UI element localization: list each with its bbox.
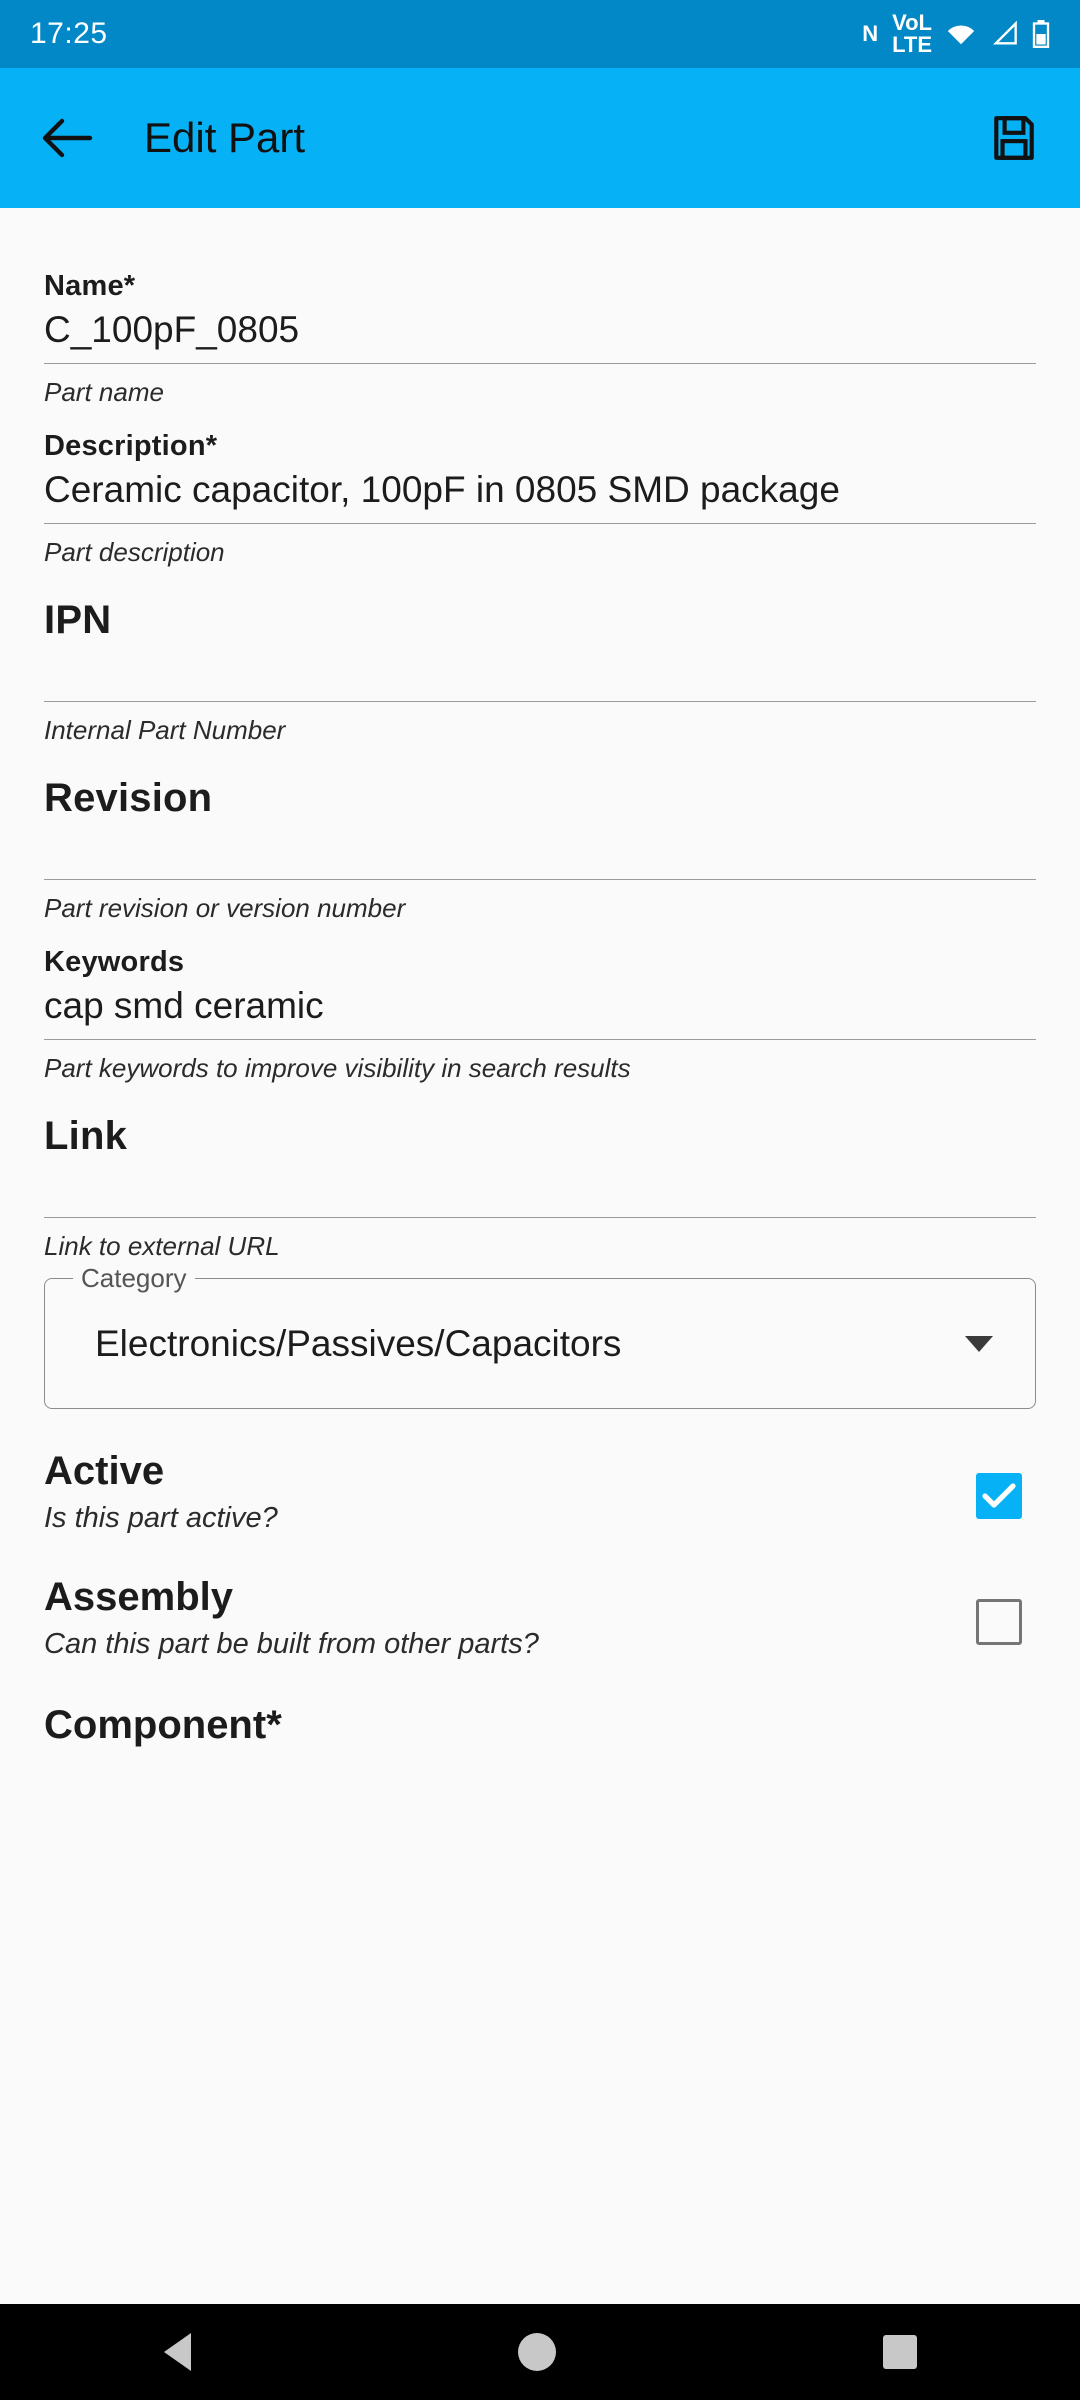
active-title: Active — [44, 1449, 165, 1493]
nav-recents-icon[interactable] — [883, 2335, 917, 2369]
field-description-input[interactable]: Ceramic capacitor, 100pF in 0805 SMD package — [44, 469, 840, 510]
save-icon[interactable] — [982, 106, 1046, 170]
volte-icon-bottom: LTE — [892, 32, 932, 57]
field-revision-input[interactable] — [44, 821, 1036, 867]
nav-back-icon[interactable] — [164, 2333, 191, 2371]
field-link[interactable] — [44, 1114, 1036, 1262]
active-subtitle: Is this part active? — [44, 1502, 278, 1534]
field-description-label: Description* — [44, 430, 218, 462]
field-keywords-helper: Part keywords to improve visibility in search results — [44, 1053, 631, 1083]
status-icon-group — [862, 12, 1050, 56]
field-link-helper: Link to external URL — [44, 1231, 280, 1261]
assembly-subtitle: Can this part be built from other parts? — [44, 1628, 539, 1660]
status-clock: 17:25 — [30, 17, 108, 50]
status-bar — [0, 0, 1080, 68]
assembly-title: Assembly — [44, 1575, 233, 1619]
app-bar — [0, 68, 1080, 208]
field-link-input[interactable] — [44, 1159, 1036, 1205]
system-nav-bar — [0, 2304, 1080, 2400]
category-dropdown-label: Category — [73, 1263, 195, 1294]
active-row[interactable] — [44, 1409, 1036, 1535]
field-revision-label: Revision — [44, 776, 213, 820]
edit-part-form — [0, 208, 1080, 2304]
field-ipn-input[interactable] — [44, 643, 1036, 689]
category-dropdown-value: Electronics/Passives/Capacitors — [95, 1322, 622, 1364]
field-revision[interactable] — [44, 776, 1036, 924]
volte-icon-top: VoL — [892, 10, 932, 35]
field-name-label: Name* — [44, 270, 136, 302]
category-dropdown[interactable] — [44, 1263, 1036, 1409]
field-keywords-input[interactable]: cap smd ceramic — [44, 985, 324, 1026]
field-ipn-helper: Internal Part Number — [44, 715, 286, 745]
field-keywords[interactable] — [44, 946, 1036, 1084]
field-description[interactable] — [44, 430, 1036, 568]
field-link-label: Link — [44, 1114, 128, 1158]
nfc-icon: N — [862, 21, 879, 46]
back-arrow-icon[interactable] — [34, 106, 98, 170]
field-name-input[interactable]: C_100pF_0805 — [44, 309, 300, 350]
check-icon — [982, 1483, 1016, 1509]
battery-icon — [1032, 20, 1050, 48]
field-revision-helper: Part revision or version number — [44, 893, 406, 923]
field-name-helper: Part name — [44, 377, 164, 407]
active-checkbox[interactable] — [976, 1473, 1022, 1519]
field-ipn-label: IPN — [44, 598, 112, 642]
field-description-helper: Part description — [44, 537, 225, 567]
signal-icon — [990, 22, 1018, 46]
component-title: Component* — [44, 1703, 282, 1747]
field-keywords-label: Keywords — [44, 946, 185, 978]
chevron-down-icon[interactable] — [965, 1336, 993, 1352]
assembly-row[interactable] — [44, 1535, 1036, 1661]
page-title: Edit Part — [144, 114, 306, 161]
field-name[interactable] — [44, 270, 1036, 408]
volte-icon — [892, 12, 932, 56]
field-ipn[interactable] — [44, 598, 1036, 746]
wifi-icon — [946, 22, 976, 46]
assembly-checkbox[interactable] — [976, 1599, 1022, 1645]
nav-home-icon[interactable] — [518, 2333, 556, 2371]
